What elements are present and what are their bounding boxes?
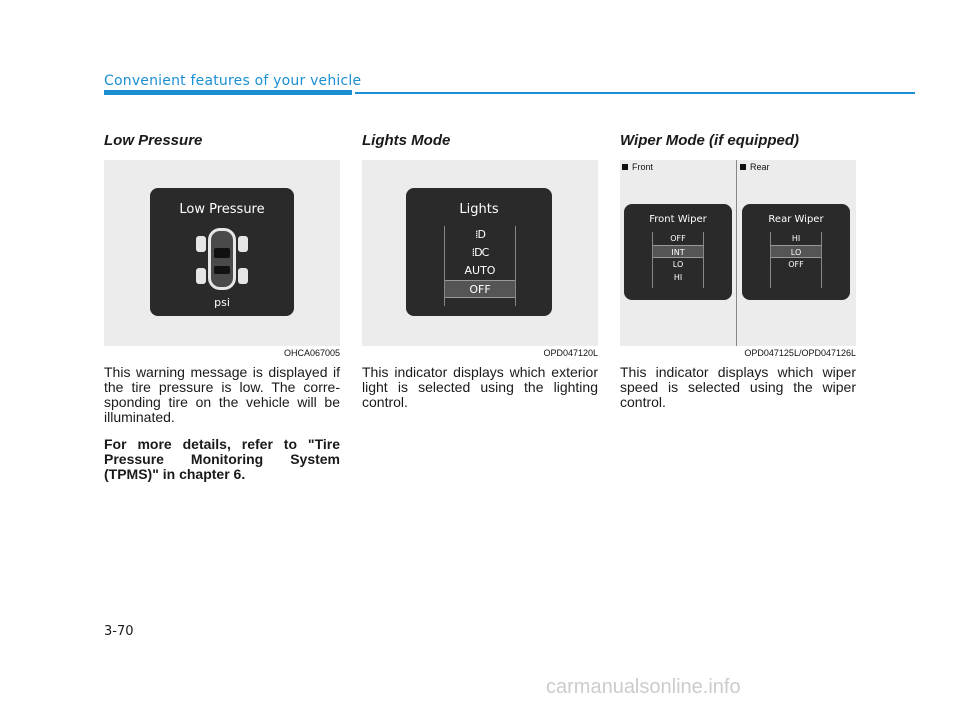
lights-panel xyxy=(406,188,552,316)
figure-divider xyxy=(736,160,737,346)
section-low-pressure xyxy=(104,132,340,482)
section-title-low-pressure: Low Pressure xyxy=(104,132,203,149)
header-bar-thin xyxy=(355,92,915,94)
paragraph: This indicator displays which wiper speed is selected using the wiper control. xyxy=(620,364,856,410)
figure-code: OHCA067005 xyxy=(283,348,340,358)
low-pressure-panel xyxy=(150,188,294,316)
figure-code: OPD047125L/OPD047126L xyxy=(744,348,856,358)
rear-wiper-panel xyxy=(742,204,850,300)
figure-lights-mode xyxy=(362,160,598,346)
front-wiper-option: OFF xyxy=(670,234,686,243)
figure-low-pressure xyxy=(104,160,340,346)
lights-option-off: OFF xyxy=(445,280,515,298)
rear-wiper-option: HI xyxy=(791,234,801,243)
position-lamp-icon: ⁞DC xyxy=(471,246,489,259)
paragraph: This warning message is displayed if the tire pressure is low. The corre-sponding tire on the vehicle will be illuminated. xyxy=(104,364,340,425)
section-lights-mode xyxy=(362,132,598,410)
square-bullet-icon xyxy=(622,164,628,170)
note-paragraph: For more details, refer to "Tire Pressure Monitoring System (TPMS)" in chapter 6. xyxy=(104,436,340,482)
front-wiper-panel xyxy=(624,204,732,300)
tire-rear-right-icon xyxy=(238,268,248,284)
page-number: 3-70 xyxy=(104,624,134,639)
section-title-wiper-mode: Wiper Mode (if equipped) xyxy=(620,132,800,149)
low-beam-icon: ⁞D xyxy=(475,228,485,241)
front-wiper-option: LO xyxy=(672,260,684,269)
low-pressure-unit: psi xyxy=(214,296,230,309)
lights-panel-title: Lights xyxy=(459,202,499,217)
front-wiper-panel-title: Front Wiper xyxy=(649,214,707,225)
tire-front-left-icon xyxy=(196,236,206,252)
rear-wiper-option: OFF xyxy=(788,260,804,269)
section-title-lights-mode: Lights Mode xyxy=(362,132,451,149)
low-pressure-panel-title: Low Pressure xyxy=(179,202,265,217)
section-wiper-mode xyxy=(620,132,856,410)
lights-option-auto: AUTO xyxy=(464,264,496,277)
tire-rear-left-icon xyxy=(196,268,206,284)
rear-wiper-option-selected: LO xyxy=(771,245,821,258)
watermark-text: carmanualsonline.info xyxy=(546,676,741,698)
header-title: Convenient features of your vehicle xyxy=(104,73,362,89)
front-wiper-option-list xyxy=(652,232,704,288)
rear-wiper-option-list xyxy=(770,232,822,288)
car-top-view-icon xyxy=(204,228,240,290)
figure-code: OPD047120L xyxy=(543,348,598,358)
header-bar-thick xyxy=(104,90,352,95)
tire-front-right-icon xyxy=(238,236,248,252)
paragraph: This indicator displays which exterior light is selected using the lighting control. xyxy=(362,364,598,410)
front-wiper-option: HI xyxy=(673,273,683,282)
front-label: Front xyxy=(622,162,653,172)
front-wiper-option-selected: INT xyxy=(653,245,703,258)
rear-wiper-panel-title: Rear Wiper xyxy=(768,214,824,225)
rear-label: Rear xyxy=(740,162,770,172)
figure-wiper-mode xyxy=(620,160,856,346)
square-bullet-icon xyxy=(740,164,746,170)
lights-option-list xyxy=(444,226,516,306)
